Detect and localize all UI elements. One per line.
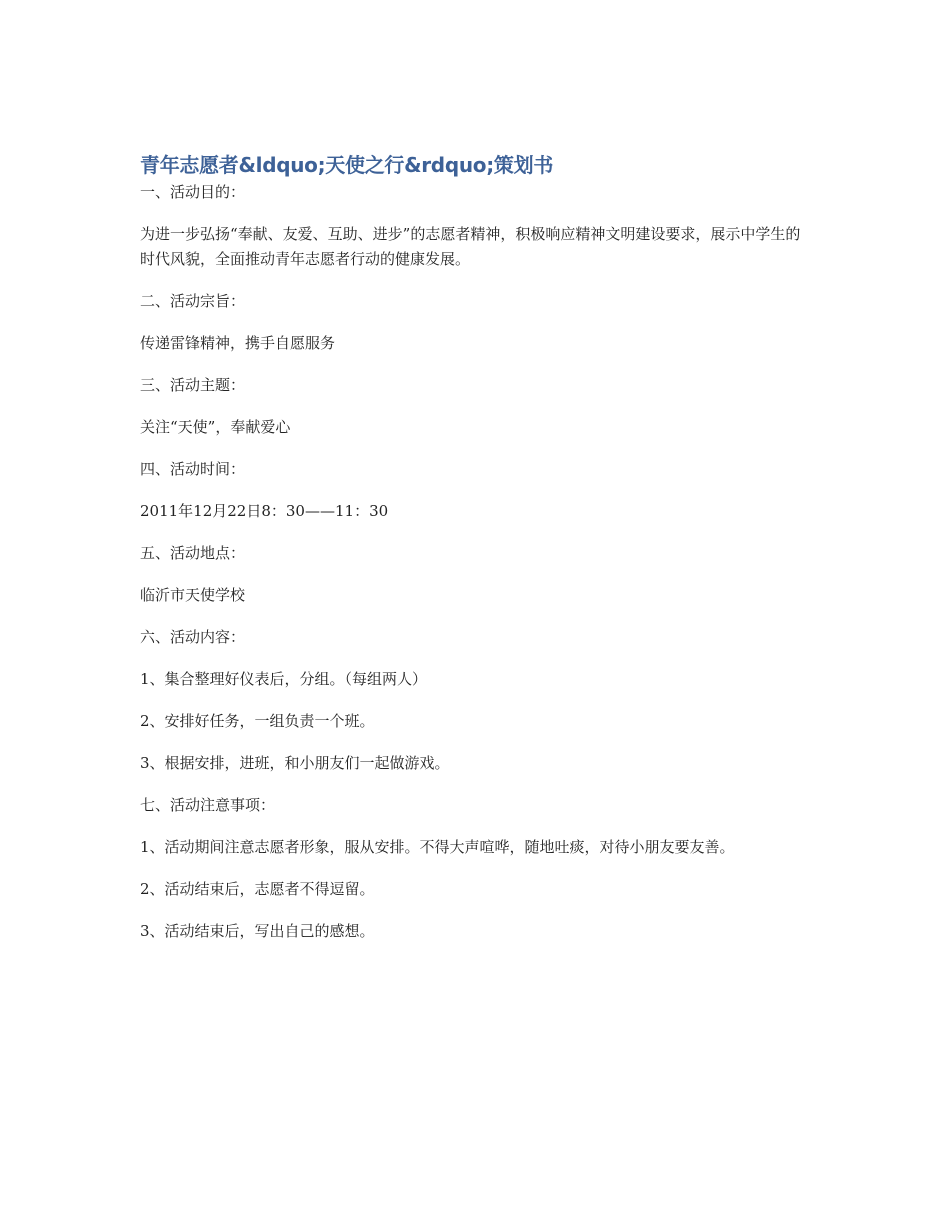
paragraph-purpose: 为进一步弘扬“奉献、友爱、互助、进步”的志愿者精神，积极响应精神文明建设要求，展示中学生的时代风貌，全面推动青年志愿者行动的健康发展。 (140, 225, 801, 268)
section-heading-content: 六、活动内容： (140, 627, 246, 646)
paragraph-aim: 传递雷锋精神，携手自愿服务 (140, 333, 336, 352)
notes-item-2: 2、活动结束后，志愿者不得逗留。 (140, 879, 375, 898)
content-item-3: 3、根据安排，进班，和小朋友们一起做游戏。 (140, 753, 450, 772)
section-heading-time: 四、活动时间： (140, 459, 246, 478)
section-heading-purpose: 一、活动目的： (140, 183, 246, 201)
section-heading-notes: 七、活动注意事项： (140, 795, 276, 814)
section-heading-location: 五、活动地点： (140, 543, 246, 562)
document-title: 青年志愿者&ldquo;天使之行&rdquo;策划书 (140, 153, 554, 177)
content-item-1: 1、集合整理好仪表后，分组。（每组两人） (140, 669, 428, 688)
notes-item-3: 3、活动结束后，写出自己的感想。 (140, 921, 375, 940)
paragraph-location: 临沂市天使学校 (140, 585, 246, 604)
paragraph-theme: 关注“天使”，奉献爱心 (140, 417, 291, 436)
section-heading-aim: 二、活动宗旨： (140, 291, 246, 310)
section-heading-theme: 三、活动主题： (140, 375, 246, 394)
content-item-2: 2、安排好任务，一组负责一个班。 (140, 711, 375, 730)
paragraph-time: 2011年12月22日8：30——11：30 (140, 501, 389, 520)
document-body (140, 150, 810, 943)
notes-item-1: 1、活动期间注意志愿者形象，服从安排。不得大声喧哗，随地吐痰，对待小朋友要友善。 (140, 837, 735, 856)
